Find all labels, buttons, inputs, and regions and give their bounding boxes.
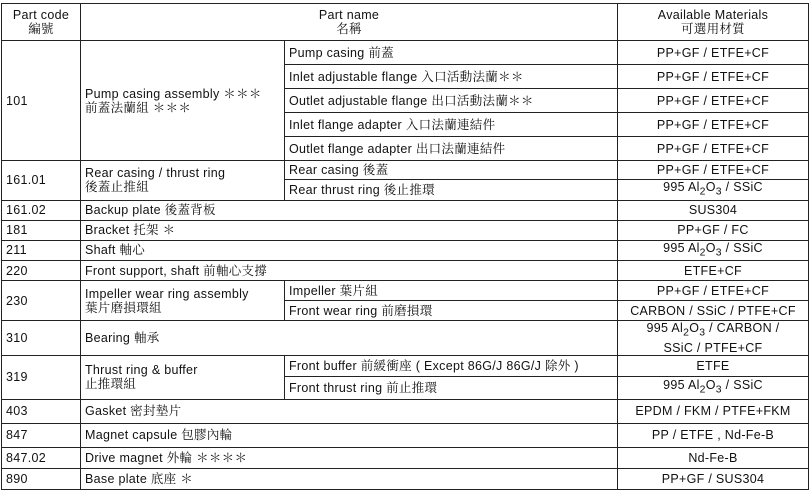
material-cell [618, 180, 809, 201]
sub-part-cell: Rear thrust ring 後止推環 [285, 180, 618, 201]
part-code-cell: 230 [2, 281, 81, 321]
part-name-cell: Base plate 底座 ＊ [81, 468, 618, 489]
part-name-zh: 止推環組 [85, 377, 137, 391]
part-name-cell: Shaft 軸心 [81, 240, 618, 261]
sub-part-cell: Rear casing 後蓋 [285, 161, 618, 180]
material-text: 995 Al [663, 180, 700, 194]
part-code-cell: 403 [2, 399, 81, 423]
table-row [2, 240, 809, 261]
table-row [2, 447, 809, 468]
material-cell: PP+GF / ETFE+CF [618, 281, 809, 301]
material-text: O [705, 180, 716, 194]
table-row [2, 41, 809, 65]
table-row [2, 399, 809, 423]
material-cell [618, 376, 809, 399]
part-name-cell: Bracket 托架 ＊ [81, 220, 618, 240]
header-part-code [2, 4, 81, 41]
table-row [2, 261, 809, 281]
sub-part-cell: Front buffer 前緩衝座 ( Except 86G/J 86G/J 除外 ) [285, 355, 618, 376]
part-name-cell: Drive magnet 外輪 ＊＊＊＊ [81, 447, 618, 468]
header-part-code-zh: 編號 [28, 22, 54, 36]
header-materials-en: Available Materials [657, 8, 769, 22]
part-name-en: Thrust ring & buffer [85, 363, 198, 377]
sub-part-cell: Pump casing 前蓋 [285, 41, 618, 65]
sub-part-cell: Impeller 葉片組 [285, 281, 618, 301]
material-cell: Nd-Fe-B [618, 447, 809, 468]
material-cell: EPDM / FKM / PTFE+FKM [618, 399, 809, 423]
material-subscript: 2 [699, 186, 706, 198]
part-name-en: Impeller wear ring assembly [85, 286, 249, 301]
header-part-name [81, 4, 618, 41]
header-materials [618, 4, 809, 41]
material-subscript: 2 [683, 327, 690, 339]
table-row [2, 161, 809, 180]
part-name-cell: Backup plate 後蓋背板 [81, 200, 618, 220]
material-text: 995 Al [663, 377, 700, 392]
material-cell: PP+GF / ETFE+CF [618, 113, 809, 137]
material-subscript: 2 [699, 247, 706, 258]
material-text: O [705, 377, 716, 392]
parts-table [1, 3, 809, 490]
table-row [2, 321, 809, 356]
material-text: O [705, 240, 716, 255]
part-code-cell: 847 [2, 423, 81, 447]
material-cell: ETFE [618, 355, 809, 376]
material-text: / SSiC [721, 240, 763, 255]
header-part-name-zh: 名稱 [336, 22, 362, 36]
material-cell: PP+GF / ETFE+CF [618, 65, 809, 89]
part-code-cell: 161.01 [2, 161, 81, 201]
header-materials-zh: 可選用材質 [680, 22, 745, 36]
material-cell: PP+GF / ETFE+CF [618, 89, 809, 113]
table-row [2, 281, 809, 301]
sub-part-cell: Inlet adjustable flange 入口活動法蘭＊＊ [285, 65, 618, 89]
part-name-cell: Gasket 密封墊片 [81, 399, 618, 423]
part-name-cell [81, 355, 285, 399]
table-row [2, 423, 809, 447]
table-row [2, 468, 809, 489]
part-code-cell: 211 [2, 240, 81, 261]
part-name-zh: 前蓋法蘭組 ＊＊＊ [85, 100, 192, 115]
material-cell: ETFE+CF [618, 261, 809, 281]
part-code-cell: 161.02 [2, 200, 81, 220]
header-part-name-en: Part name [318, 8, 380, 22]
material-subscript: 3 [715, 384, 722, 396]
material-subscript: 3 [715, 186, 722, 198]
part-name-zh: 後蓋止推組 [85, 180, 150, 195]
material-text: O [689, 321, 700, 335]
part-code-cell: 101 [2, 41, 81, 161]
material-cell: PP+GF / ETFE+CF [618, 161, 809, 180]
sub-part-cell: Outlet adjustable flange 出口活動法蘭＊＊ [285, 89, 618, 113]
material-cell [618, 240, 809, 261]
material-cell: CARBON / SSiC / PTFE+CF [618, 301, 809, 321]
material-subscript: 2 [699, 384, 706, 396]
part-name-cell: Bearing 軸承 [81, 321, 618, 356]
part-name-en: Pump casing assembly ＊＊＊ [85, 86, 262, 101]
part-name-zh: 葉片磨損環組 [85, 300, 162, 315]
material-cell: SUS304 [618, 200, 809, 220]
header-part-code-en: Part code [12, 8, 70, 22]
material-cell [618, 321, 809, 356]
table-row [2, 220, 809, 240]
sub-part-cell: Front wear ring 前磨損環 [285, 301, 618, 321]
header-row [2, 4, 809, 41]
part-name-cell: Front support, shaft 前軸心支撐 [81, 261, 618, 281]
material-cell: PP+GF / FC [618, 220, 809, 240]
part-name-cell [81, 281, 285, 321]
table-row [2, 355, 809, 376]
part-code-cell: 847.02 [2, 447, 81, 468]
parts-table-container [1, 3, 808, 490]
material-subscript: 3 [715, 247, 722, 258]
part-code-cell: 220 [2, 261, 81, 281]
part-name-en: Rear casing / thrust ring [85, 166, 226, 181]
part-name-cell [81, 161, 285, 201]
material-text: 995 Al [646, 321, 684, 335]
material-line: SSiC / PTFE+CF [663, 340, 763, 355]
part-name-cell [81, 41, 285, 161]
material-cell: PP+GF / ETFE+CF [618, 41, 809, 65]
part-name-cell: Magnet capsule 包膠內輪 [81, 423, 618, 447]
part-code-cell: 181 [2, 220, 81, 240]
table-row [2, 200, 809, 220]
material-text: 995 Al [663, 240, 700, 255]
material-text: / SSiC [721, 180, 763, 194]
material-cell: PP / ETFE , Nd-Fe-B [618, 423, 809, 447]
material-cell: PP+GF / ETFE+CF [618, 137, 809, 161]
material-cell: PP+GF / SUS304 [618, 468, 809, 489]
material-text: / SSiC [721, 377, 763, 392]
part-code-cell: 890 [2, 468, 81, 489]
material-line [622, 321, 804, 341]
sub-part-cell: Inlet flange adapter 入口法蘭連結件 [285, 113, 618, 137]
sub-part-cell: Front thrust ring 前止推環 [285, 376, 618, 399]
part-code-cell: 319 [2, 355, 81, 399]
part-code-cell: 310 [2, 321, 81, 356]
material-subscript: 3 [699, 327, 706, 339]
material-text: / CARBON / [705, 321, 780, 335]
sub-part-cell: Outlet flange adapter 出口法蘭連結件 [285, 137, 618, 161]
